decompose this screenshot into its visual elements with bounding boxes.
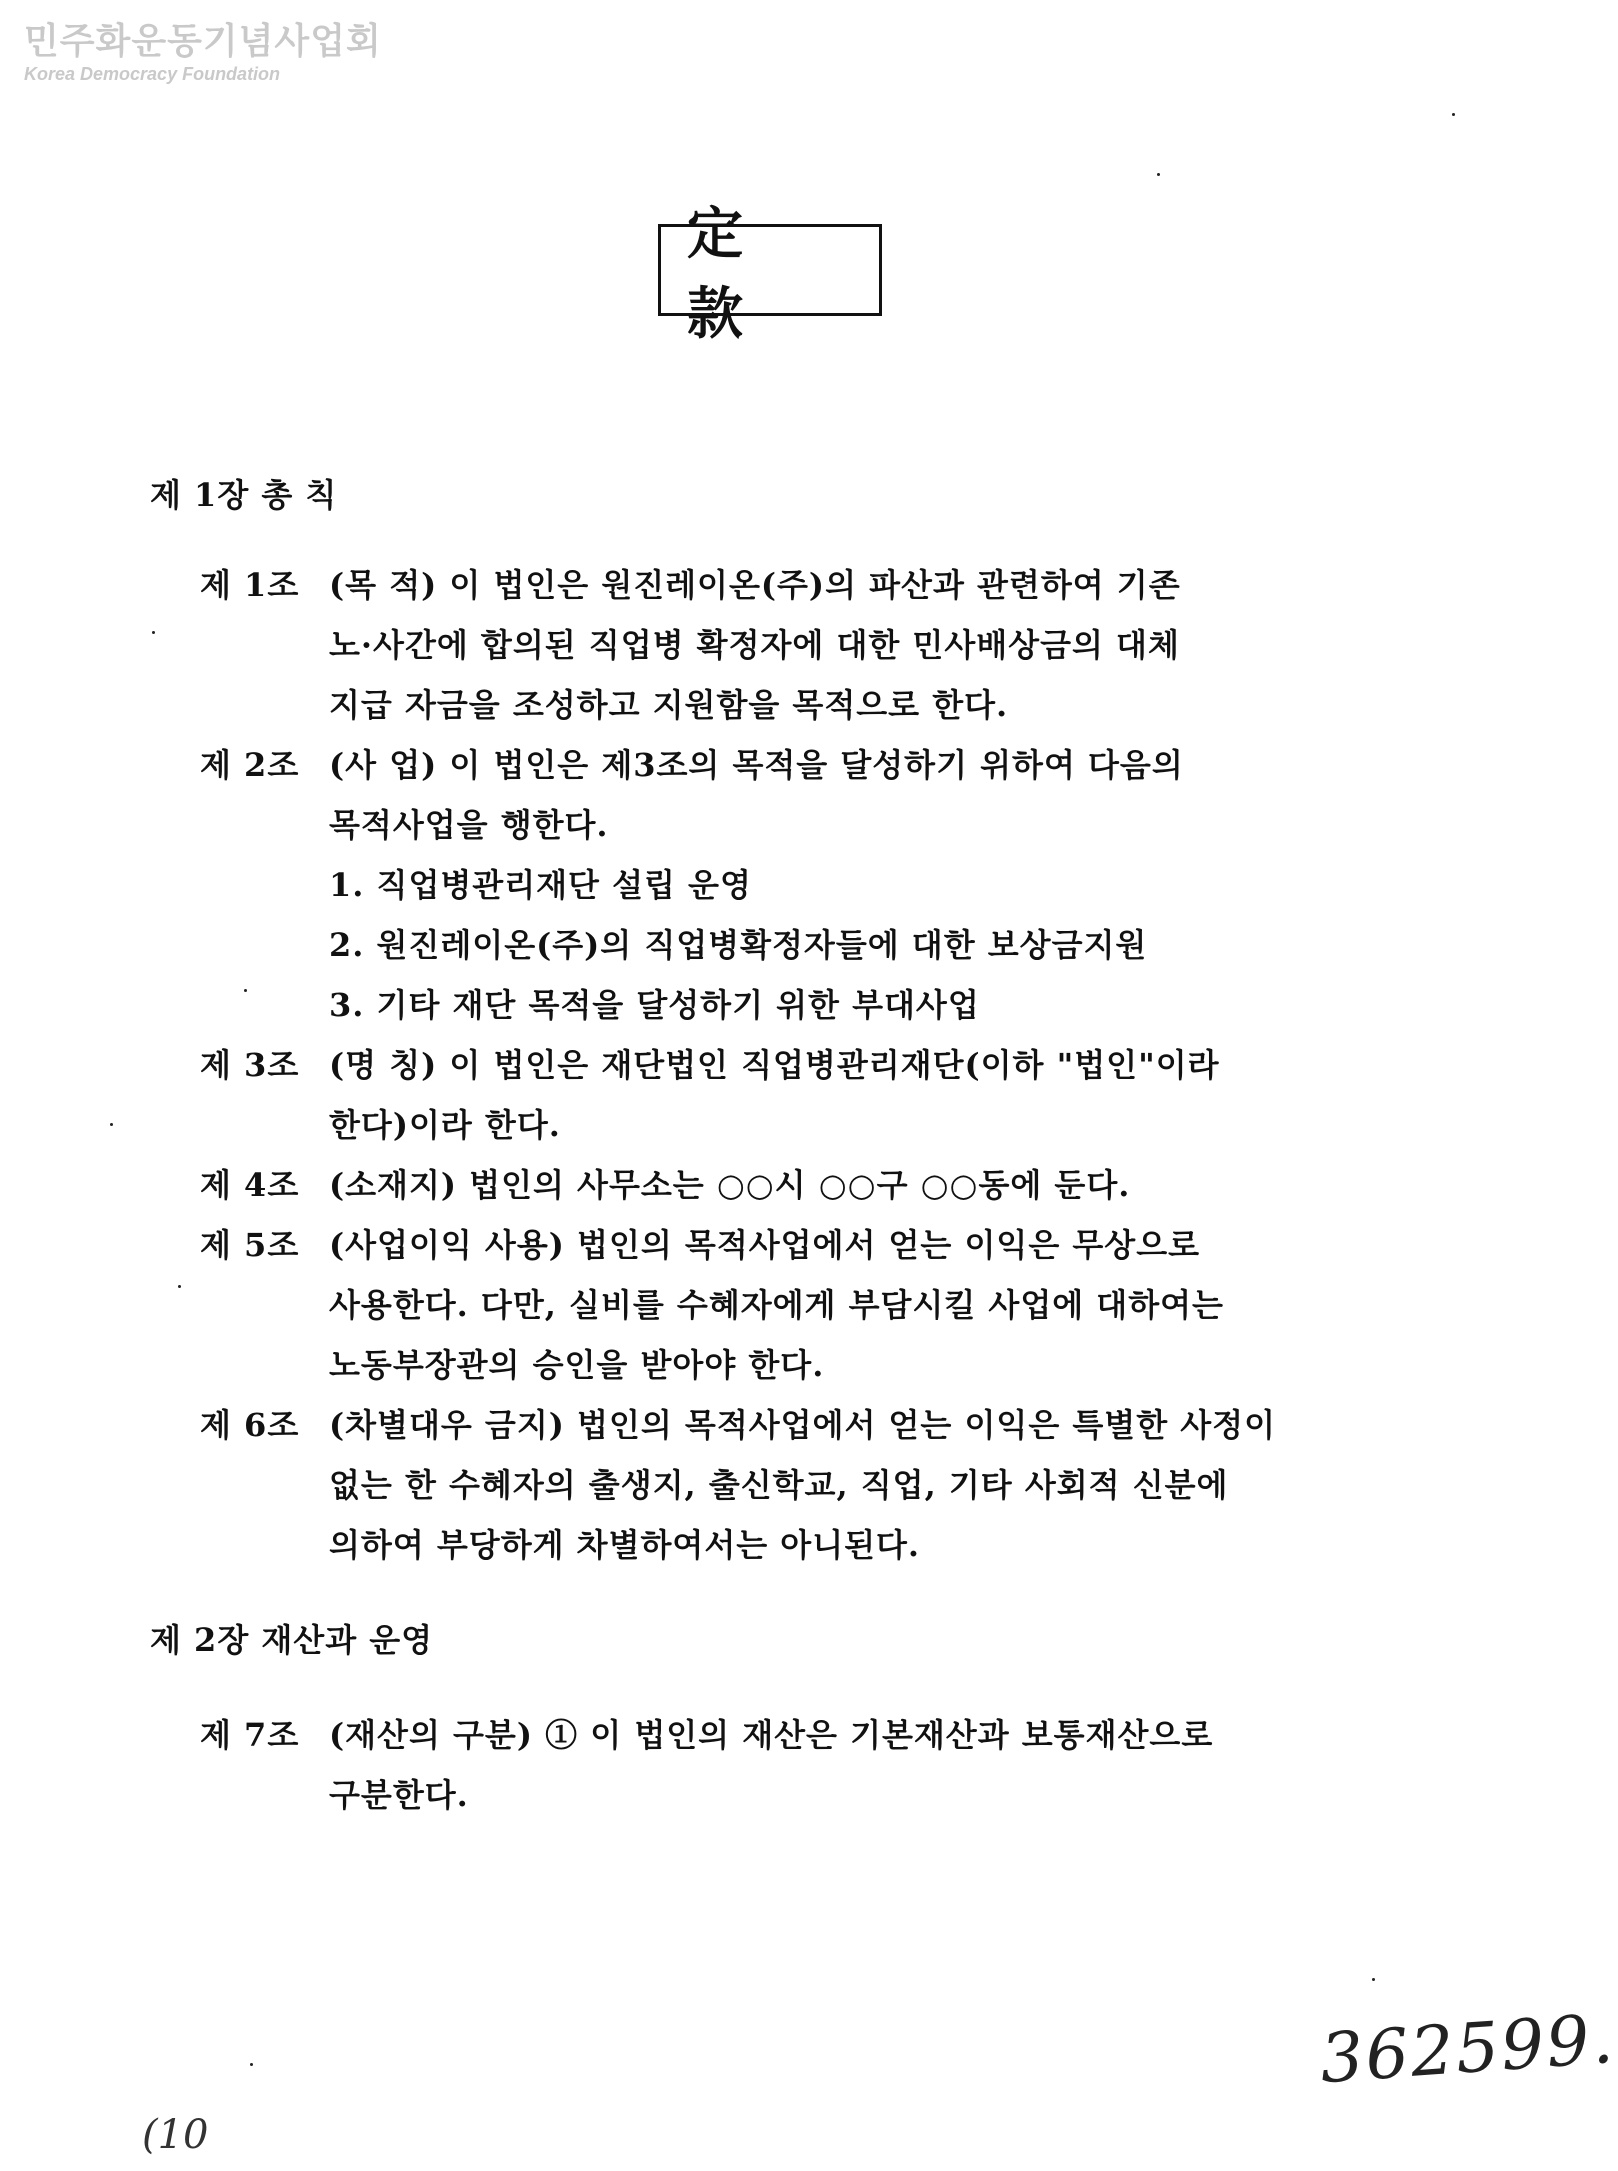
article-4-number: 제 4조 — [200, 1166, 300, 1204]
watermark-logo — [24, 22, 382, 84]
article-1-line-2: 노·사간에 합의된 직업병 확정자에 대한 민사배상금의 대체 — [329, 626, 1180, 664]
article-7-line-2: 구분한다. — [329, 1776, 469, 1814]
article-1-number: 제 1조 — [200, 566, 300, 604]
article-6-line-3: 의하여 부당하게 차별하여서는 아니된다. — [329, 1526, 921, 1564]
article-5-line-2: 사용한다. 다만, 실비를 수혜자에게 부담시킬 사업에 대하여는 — [329, 1286, 1224, 1324]
article-2-number: 제 2조 — [200, 746, 300, 784]
article-2-item-2: 2. 원진레이온(주)의 직업병확정자들에 대한 보상금지원 — [329, 926, 1148, 964]
article-2-line-2: 목적사업을 행한다. — [329, 806, 609, 844]
article-1-line-1: (목 적) 이 법인은 원진레이온(주)의 파산과 관련하여 기존 — [329, 566, 1181, 604]
article-6-number: 제 6조 — [200, 1406, 300, 1444]
scan-speck — [250, 2063, 253, 2066]
article-7-number: 제 7조 — [200, 1716, 300, 1754]
scan-speck — [178, 1285, 181, 1288]
article-3-line-1: (명 칭) 이 법인은 재단법인 직업병관리재단(이하 "법인"이라 — [329, 1046, 1220, 1084]
watermark-english: Korea Democracy Foundation — [24, 64, 281, 84]
article-2-item-1: 1. 직업병관리재단 설립 운영 — [329, 866, 752, 904]
article-3-line-2: 한다)이라 한다. — [329, 1106, 561, 1144]
scan-speck — [244, 989, 247, 992]
article-6-line-1: (차별대우 금지) 법인의 목적사업에서 얻는 이익은 특별한 사정이 — [329, 1406, 1276, 1444]
article-3-number: 제 3조 — [200, 1046, 300, 1084]
article-2-line-1: (사 업) 이 법인은 제3조의 목적을 달성하기 위하여 다음의 — [329, 746, 1184, 784]
scan-speck — [110, 1123, 113, 1126]
article-6-line-2: 없는 한 수혜자의 출생지, 출신학교, 직업, 기타 사회적 신분에 — [329, 1466, 1229, 1504]
scan-speck — [1372, 1978, 1375, 1981]
article-5-line-3: 노동부장관의 승인을 받아야 한다. — [329, 1346, 825, 1384]
article-1-line-3: 지급 자금을 조성하고 지원함을 목적으로 한다. — [329, 686, 1009, 724]
article-4-line-1: (소재지) 법인의 사무소는 ○○시 ○○구 ○○동에 둔다. — [329, 1166, 1131, 1204]
article-2-item-3: 3. 기타 재단 목적을 달성하기 위한 부대사업 — [329, 986, 980, 1024]
scan-speck — [1157, 173, 1160, 176]
watermark-korean: 민주화운동기념사업회 — [24, 21, 382, 62]
article-7-line-1: (재산의 구분) ① 이 법인의 재산은 기본재산과 보통재산으로 — [329, 1716, 1214, 1754]
chapter-1-heading: 제 1장 총 칙 — [150, 476, 338, 514]
article-5-number: 제 5조 — [200, 1226, 300, 1264]
article-5-line-1: (사업이익 사용) 법인의 목적사업에서 얻는 이익은 무상으로 — [329, 1226, 1201, 1264]
scan-speck — [152, 631, 155, 634]
chapter-2-heading: 제 2장 재산과 운영 — [150, 1621, 434, 1659]
handwritten-page-mark: (10 — [142, 2112, 209, 2158]
document-title: 定 款 — [658, 224, 882, 316]
handwritten-document-number: 362599. — [1317, 1999, 1618, 2100]
scan-speck — [1452, 113, 1455, 116]
